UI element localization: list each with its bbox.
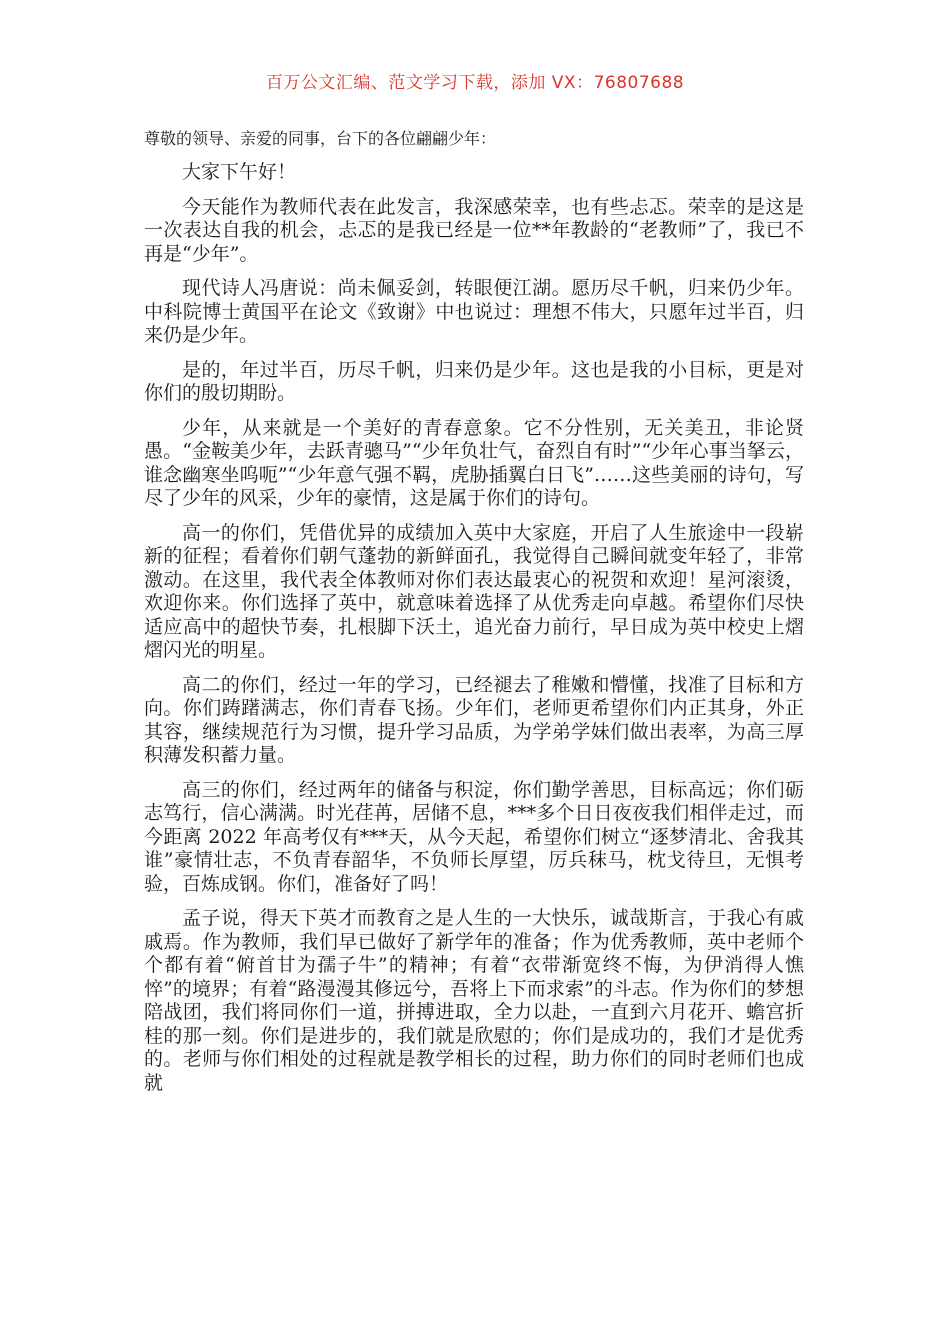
header-watermark-text: 百万公文汇编、范文学习下载，添加 VX：76807688	[265, 73, 685, 93]
paragraph-4: 少年，从来就是一个美好的青春意象。它不分性别，无关美丑，非论贤愚。“金鞍美少年，去跃青骢马”“少年负壮气，奋烈自有时”“少年心事当拏云，谁念幽寒坐呜呃”“少年意气强不羁，虎胁插翼白日飞”……这些美丽的诗句，写尽了少年的风采，少年的豪情，这是属于你们的诗句。	[144, 416, 804, 509]
paragraph-6: 高二的你们，经过一年的学习，已经褪去了稚嫩和懵懂，找准了目标和方向。你们踌躇满志，你们青春飞扬。少年们，老师更希望你们内正其身，外正其容，继续规范行为习惯，提升学习品质，为学弟学妹们做出表率，为高三厚积薄发积蓄力量。	[144, 673, 804, 766]
paragraph-1: 今天能作为教师代表在此发言，我深感荣幸，也有些忐忑。荣幸的是这是一次表达自我的机会，忐忑的是我已经是一位**年教龄的“老教师”了，我已不再是“少年”。	[144, 195, 804, 265]
paragraph-3: 是的，年过半百，历尽千帆，归来仍是少年。这也是我的小目标，更是对你们的殷切期盼。	[144, 358, 804, 404]
greeting: 大家下午好！	[182, 161, 297, 183]
paragraph-8: 孟子说，得天下英才而教育之是人生的一大快乐，诚哉斯言，于我心有戚戚焉。作为教师，我们早已做好了新学年的准备；作为优秀教师，英中老师个个都有着“俯首甘为孺子牛”的精神；有着“衣带渐宽终不悔，为伊消得人憔悴”的境界；有着“路漫漫其修远兮，吾将上下而求索”的斗志。作为你们的梦想陪战团，我们将同你们一道，拼搏进取，全力以赴，一直到六月花开、蟾宫折桂的那一刻。你们是进步的，我们就是欣慰的；你们是成功的，我们才是优秀的。老师与你们相处的过程就是教学相长的过程，助力你们的同时老师们也成就	[144, 907, 804, 1094]
paragraph-5: 高一的你们，凭借优异的成绩加入英中大家庭，开启了人生旅途中一段崭新的征程；看着你们朝气蓬勃的新鲜面孔，我觉得自己瞬间就变年轻了，非常激动。在这里，我代表全体教师对你们表达最衷心的祝贺和欢迎！星河滚烫，欢迎你来。你们选择了英中，就意味着选择了从优秀走向卓越。希望你们尽快适应高中的超快节奏，扎根脚下沃土，追光奋力前行，早日成为英中校史上熠熠闪光的明星。	[144, 521, 804, 661]
paragraph-2: 现代诗人冯唐说：尚未佩妥剑，转眼便江湖。愿历尽千帆，归来仍少年。中科院博士黄国平在论文《致谢》中也说过：理想不伟大，只愿年过半百，归来仍是少年。	[144, 277, 804, 346]
paragraph-7: 高三的你们，经过两年的储备与积淀，你们勤学善思，目标高远；你们砺志笃行，信心满满。时光荏苒，居储不息，***多个日日夜夜我们相伴走过，而今距离 2022 年高考仅有***天，从今天起，希望你们树立“逐梦清北、舍我其谁”豪情壮志，不负青春韶华，不负师长厚望，厉兵秣马，枕戈待旦，无惧考验，百炼成钢。你们，准备好了吗！	[144, 778, 804, 895]
salutation: 尊敬的领导、亲爱的同事，台下的各位翩翩少年：	[144, 129, 497, 148]
speech-body	[144, 128, 804, 1106]
